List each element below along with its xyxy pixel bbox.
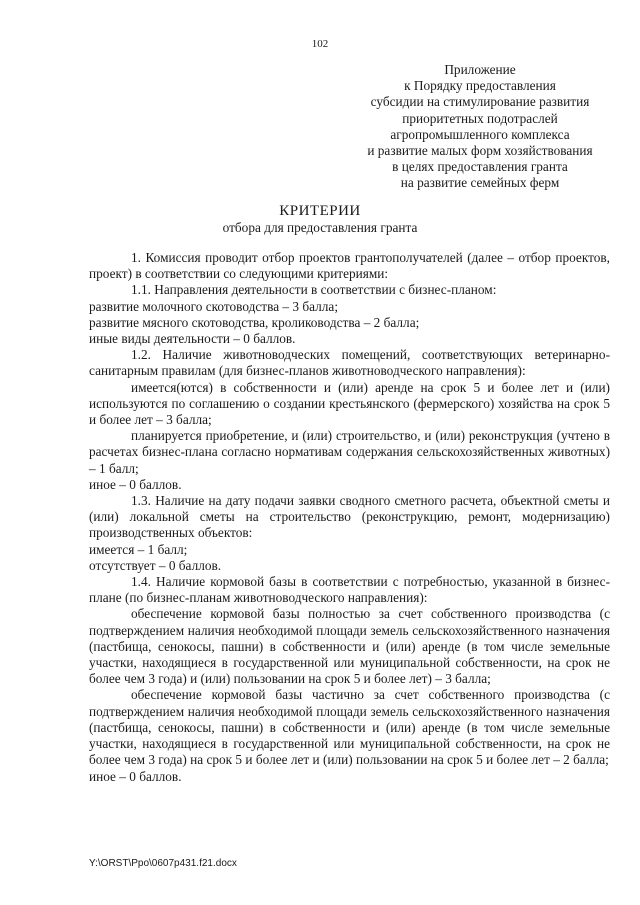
- paragraph-1-2: 1.2. Наличие животноводческих помещений, соответствующих ветеринарно-санитарным правилам (для бизнес-планов животноводческого направления):: [89, 347, 610, 379]
- appendix-line: приоритетных подотраслей: [402, 110, 558, 126]
- document-title: КРИТЕРИИ: [279, 203, 361, 219]
- criterion-item: обеспечение кормовой базы полностью за счет собственного производства (с подтверждением наличия необходимой площади земель сельскохозяйственного назначения (пастбища, сенокосы, пашни) в собственности и (или) аренде (в том числе земельные участки, находящиеся в государственной или муниципальной собственности, на срок не более чем 3 года) и (или) пользовании на срок 5 и более лет) – 3 балла;: [89, 606, 610, 687]
- criterion-item: обеспечение кормовой базы частично за счет собственного производства (с подтверждением наличия необходимой площади земель сельскохозяйственного назначения (пастбища, сенокосы, пашни) в собственности и (или) аренде (в том числе земельные участки, находящиеся в государственной или муниципальной собственности, на срок не более чем 3 года) на срок 5 и более лет и (или) пользовании на срок 5 и более лет – 2 балла;: [89, 687, 610, 768]
- appendix-line: агропромышленного комплекса: [390, 126, 570, 142]
- criterion-item: имеется – 1 балл;: [89, 541, 188, 557]
- appendix-block: [340, 62, 620, 192]
- criterion-item: отсутствует – 0 баллов.: [89, 557, 222, 573]
- criterion-item: иное – 0 баллов.: [89, 768, 182, 784]
- paragraph-1-1: 1.1. Направления деятельности в соответствии с бизнес-планом:: [131, 282, 497, 298]
- criterion-item: иные виды деятельности – 0 баллов.: [89, 331, 296, 347]
- page-number: 102: [311, 38, 329, 50]
- criterion-item: иное – 0 баллов.: [89, 476, 182, 492]
- file-path-footer: Y:\ORST\Ppo\0607p431.f21.docx: [89, 858, 237, 869]
- criterion-item: развитие мясного скотоводства, кролиководства – 2 балла;: [89, 314, 420, 330]
- appendix-line: в целях предоставления гранта: [392, 159, 568, 175]
- paragraph-1: 1. Комиссия проводит отбор проектов грантополучателей (далее – отбор проектов, проект) в соответствии со следующими критериями:: [89, 250, 610, 282]
- appendix-line: Приложение: [444, 62, 516, 77]
- document-subtitle: отбора для предоставления гранта: [222, 220, 418, 235]
- appendix-line: к Порядку предоставления: [404, 78, 556, 94]
- document-body: [89, 250, 610, 785]
- paragraph-1-3: 1.3. Наличие на дату подачи заявки сводного сметного расчета, объектной сметы и (или) локальной сметы на строительство (реконструкцию, ремонт, модернизацию) производственных объектов:: [89, 493, 610, 541]
- appendix-line: субсидии на стимулирование развития: [370, 94, 590, 110]
- paragraph-1-4: 1.4. Наличие кормовой базы в соответствии с потребностью, указанной в бизнес-плане (по бизнес-планам животноводческого направления):: [89, 574, 610, 606]
- appendix-line: и развитие малых форм хозяйствования: [367, 143, 593, 159]
- appendix-line: на развитие семейных ферм: [400, 175, 560, 191]
- criterion-item: развитие молочного скотоводства – 3 балла;: [89, 298, 339, 314]
- criterion-item: планируется приобретение, и (или) строительство, и (или) реконструкция (учтено в расчетах бизнес-плана согласно нормативам содержания сельскохозяйственных животных) – 1 балл;: [89, 428, 610, 476]
- criterion-item: имеется(ются) в собственности и (или) аренде на срок 5 и более лет и (или) используются по соглашению о создании крестьянского (фермерского) хозяйства на срок 5 и более лет – 3 балла;: [89, 379, 610, 428]
